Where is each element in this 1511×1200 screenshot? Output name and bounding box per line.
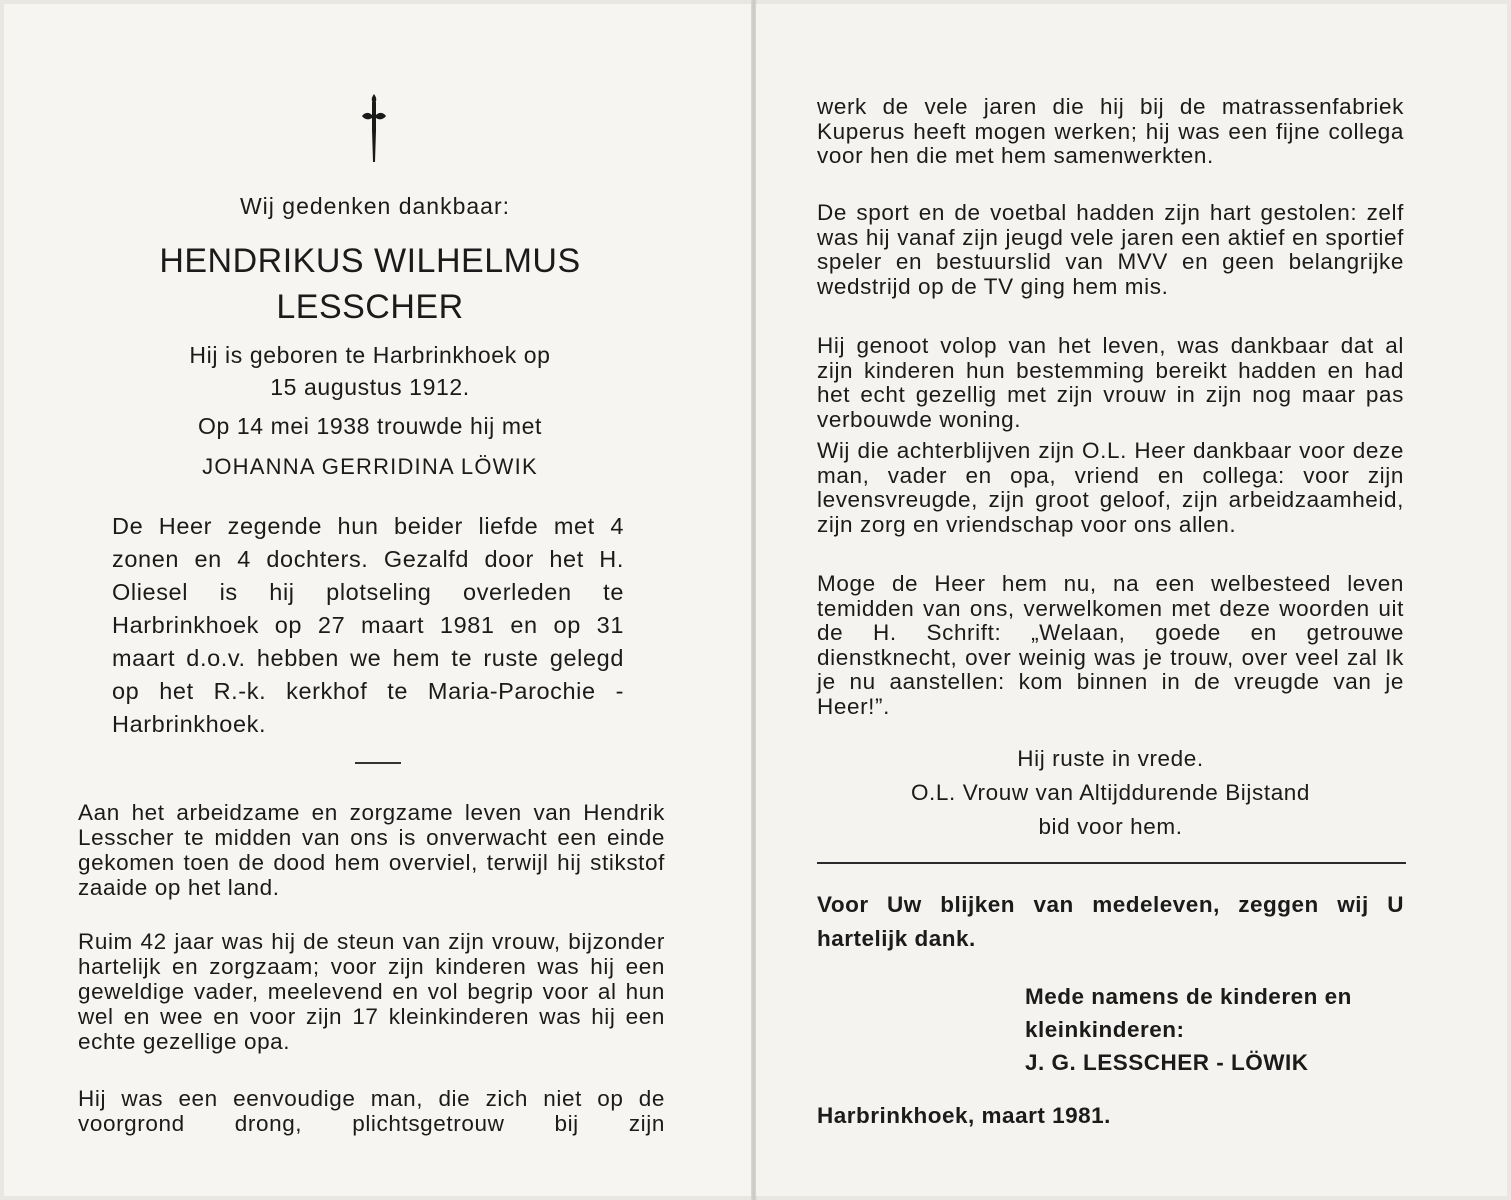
spouse-name: JOHANNA GERRIDINA LÖWIK bbox=[202, 454, 538, 479]
prayer-line3: bid voor hem. bbox=[1038, 814, 1183, 839]
prayer-line1: Hij ruste in vrede. bbox=[1017, 746, 1204, 771]
marriage-line: Op 14 mei 1938 trouwde hij met bbox=[197, 413, 542, 439]
death-paragraph: De Heer zegende hun beider liefde met 4 zonen en 4 dochters. Gezalfd door het H. Oliesel is hij plotseling overleden te Harbrinkhoek op 27 maart 1981 en op 31 maart d.o.v. hebben we hem te ruste gelegd op het R.-k. kerkhof te Maria-Parochie - Harbrinkhoek. bbox=[112, 513, 624, 737]
right-paragraph-3: Hij genoot volop van het leven, was dankbaar dat al zijn kinderen hun bestemming bereikt hadden en had het echt gezellig met zijn vrouw in zijn nog maar pas verbouwde woning. bbox=[817, 333, 1404, 432]
right-paragraph-1: werk de vele jaren die hij bij de matrassenfabriek Kuperus heeft mogen werken; hij was een fijne collega voor hen die met hem samenwerkten. bbox=[817, 94, 1404, 168]
signoff-block bbox=[1025, 980, 1405, 1079]
left-paragraph-3: Hij was een eenvoudige man, die zich niet op de voorgrond drong, plichtsgetrouw bij zijn bbox=[78, 1086, 665, 1136]
right-paragraph-2: De sport en de voetbal hadden zijn hart gestolen: zelf was hij vanaf zijn jeugd vele jaren een aktief en sportief speler en bestuurslid van MVV en geen belangrijke wedstrijd op de TV ging hem mis. bbox=[817, 200, 1404, 299]
deceased-name bbox=[110, 238, 630, 330]
left-paragraph-1: Aan het arbeidzame en zorgzame leven van Hendrik Lesscher te midden van ons is onverwacht een einde gekomen toen de dood hem overviel, terwijl hij stikstof zaaide op het land. bbox=[78, 800, 665, 900]
birth-info bbox=[110, 339, 630, 403]
signoff-line1: Mede namens de kinderen en bbox=[1025, 984, 1352, 1009]
signoff-name: J. G. LESSCHER - LÖWIK bbox=[1025, 1050, 1309, 1075]
deceased-name-line1: HENDRIKUS WILHELMUS bbox=[159, 242, 581, 280]
divider-long bbox=[817, 862, 1406, 864]
divider bbox=[355, 762, 401, 764]
place-date: Harbrinkhoek, maart 1981. bbox=[817, 1103, 1111, 1128]
right-paragraph-4: Wij die achterblijven zijn O.L. Heer dankbaar voor deze man, vader en opa, vriend en collega: voor zijn levensvreugde, zijn groot geloof, zijn arbeidzaamheid, zijn zorg en vriendschap voor ons allen. bbox=[817, 438, 1404, 537]
intro-line: Wij gedenken dankbaar: bbox=[239, 193, 511, 219]
birth-line2: 15 augustus 1912. bbox=[270, 374, 470, 400]
birth-line1: Hij is geboren te Harbrinkhoek op bbox=[189, 342, 551, 368]
cross-icon bbox=[358, 92, 390, 164]
signoff-line2: kleinkinderen: bbox=[1025, 1017, 1185, 1042]
right-paragraph-5: Moge de Heer hem nu, na een welbesteed leven temidden van ons, verwelkomen met deze woorden uit de H. Schrift: „Welaan, goede en getrouwe dienstknecht, over weinig was je trouw, over veel zal Ik je nu aanstellen: kom binnen in de vreugde van je Heer!”. bbox=[817, 571, 1404, 719]
thanks-text: Voor Uw blijken van medeleven, zeggen wij U hartelijk dank. bbox=[817, 892, 1404, 951]
prayer-block bbox=[817, 742, 1404, 844]
deceased-name-line2: LESSCHER bbox=[276, 288, 464, 326]
prayer-line2: O.L. Vrouw van Altijddurende Bijstand bbox=[910, 780, 1311, 805]
left-paragraph-2: Ruim 42 jaar was hij de steun van zijn vrouw, bijzonder hartelijk en zorgzaam; voor zijn kinderen was hij een geweldige vader, meelevend en vol begrip voor al hun wel en wee en voor zijn 17 kleinkinderen was hij een echte gezellige opa. bbox=[78, 929, 665, 1054]
